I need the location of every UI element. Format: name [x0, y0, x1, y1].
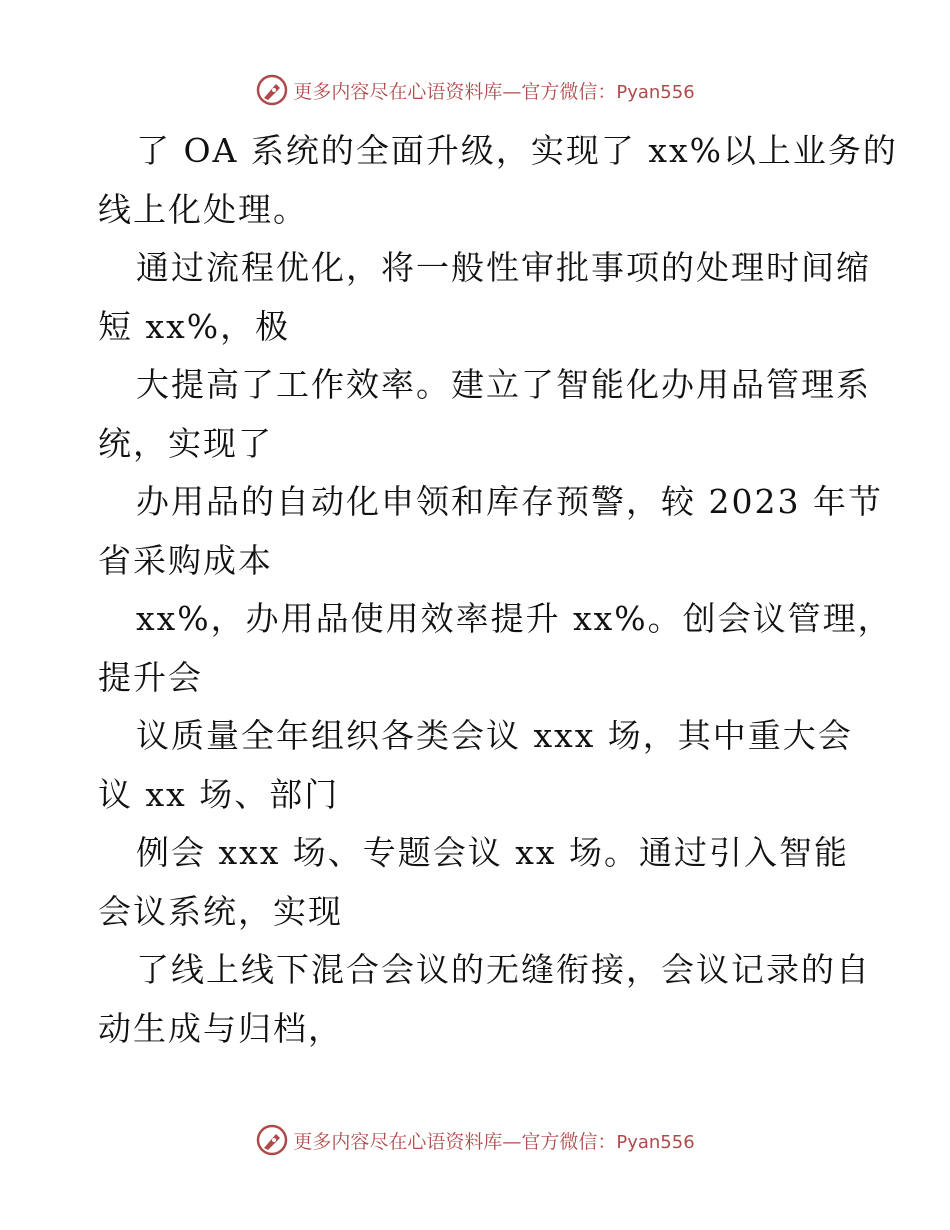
- document-line: 线上化处理。: [98, 189, 308, 229]
- document-line: 短 xx%，极: [98, 306, 291, 346]
- watermark-wechat-id: Pyan556: [616, 81, 695, 103]
- watermark-separator: —: [502, 1130, 522, 1153]
- document-line: 统，实现了: [98, 423, 273, 463]
- watermark-main-text: 更多内容尽在心语资料库: [293, 80, 503, 103]
- document-line: xx%，办用品使用效率提升 xx%。创会议管理，: [136, 599, 893, 638]
- watermark-separator: —: [502, 80, 522, 103]
- pen-nib-circle-icon: [255, 73, 289, 107]
- document-line: 办用品的自动化申领和库存预警，较 2023 年节: [136, 482, 883, 521]
- header-watermark: [0, 70, 950, 110]
- footer-watermark: [0, 1120, 950, 1160]
- document-line: 议 xx 场、部门: [98, 774, 340, 814]
- document-line: 提升会: [98, 657, 203, 697]
- document-line: 例会 xxx 场、专题会议 xx 场。通过引入智能: [136, 833, 850, 872]
- document-line: 议质量全年组织各类会议 xxx 场，其中重大会: [136, 716, 853, 755]
- document-line: 省采购成本: [98, 540, 273, 580]
- document-line: 大提高了工作效率。建立了智能化办用品管理系: [136, 365, 871, 404]
- watermark-wechat-label: 官方微信：: [521, 1130, 617, 1153]
- pen-nib-circle-icon: [255, 1123, 289, 1157]
- document-line: 动生成与归档，: [98, 1008, 343, 1048]
- document-line: 通过流程优化，将一般性审批事项的处理时间缩: [136, 248, 871, 287]
- document-body: [98, 122, 898, 1058]
- document-line: 会议系统，实现: [98, 891, 343, 931]
- document-line: 了线上线下混合会议的无缝衔接，会议记录的自: [136, 950, 871, 989]
- watermark-wechat-id: Pyan556: [616, 1131, 695, 1153]
- watermark-wechat-label: 官方微信：: [521, 80, 617, 103]
- document-line: 了 OA 系统的全面升级，实现了 xx%以上业务的: [136, 131, 898, 170]
- watermark-main-text: 更多内容尽在心语资料库: [293, 1130, 503, 1153]
